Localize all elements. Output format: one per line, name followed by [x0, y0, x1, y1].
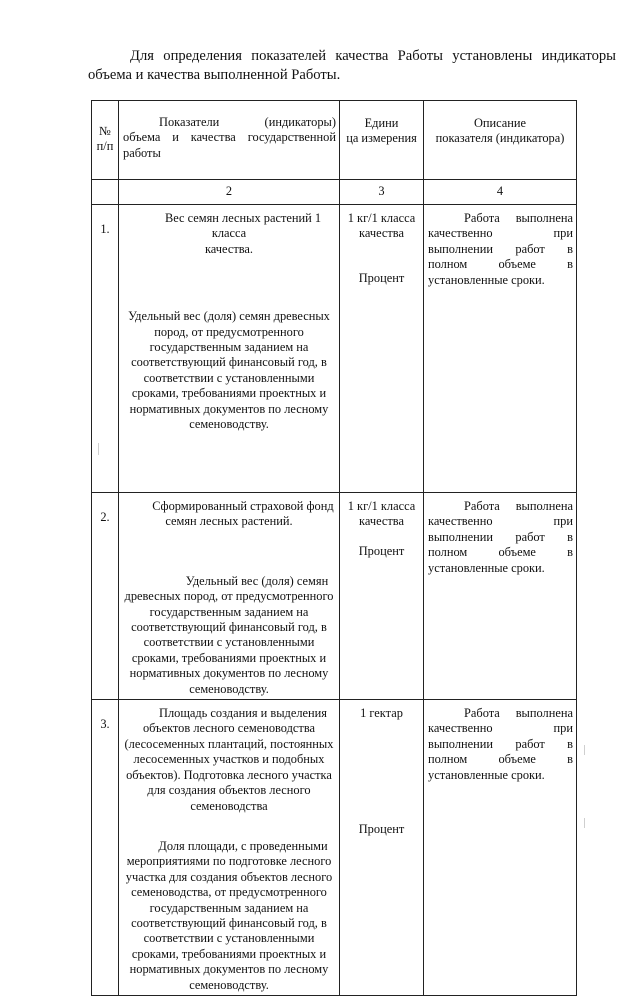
indicator-cell: [119, 493, 340, 700]
description-line: установленные сроки.: [428, 767, 545, 782]
scan-edge-mark: [584, 818, 585, 828]
indicator-line: семеноводству.: [189, 417, 269, 432]
indicator-cell: [119, 700, 340, 996]
description-cell: [424, 493, 577, 700]
indicator-line: объектов). Подготовка лесного участка: [126, 767, 332, 782]
column-numbering-row: [92, 180, 577, 205]
indicator-line: качества.: [204, 241, 254, 256]
indicator-line: мероприятиями по подготовке лесного: [126, 854, 332, 869]
indicator-line: семян лесных растений.: [165, 514, 293, 529]
header-indicator-line: Показатели (индикаторы): [159, 115, 336, 129]
scan-edge-mark: [98, 443, 99, 455]
indicator-line: соответствии с установленными: [143, 635, 315, 650]
description-line: качественно при: [428, 514, 573, 529]
unit-line: 1 кг/1 класса: [347, 499, 416, 513]
indicator-line: лесосеменных участков и подобных: [133, 752, 325, 767]
indicator-line: сроками, требованиями проектных и: [131, 386, 327, 401]
numbering-cell: 2: [119, 180, 340, 205]
description-line: выполнении работ в: [428, 529, 573, 544]
indicator-line: Удельный вес (доля) семян древесных: [128, 309, 330, 324]
numbering-cell: 4: [424, 180, 577, 205]
indicator-line: соответствующий финансовый год, в: [131, 915, 327, 930]
row-number: 1.: [92, 205, 119, 493]
description-line: полном объеме в: [428, 545, 573, 560]
unit-line: Процент: [358, 822, 405, 837]
header-description-cell: [424, 101, 577, 180]
indicator-line: нормативных документов по лесному: [129, 666, 329, 681]
description-line: выполнении работ в: [428, 736, 573, 751]
indicator-line: семеноводства: [190, 798, 268, 813]
indicator-line: семеноводства, от предусмотренного: [131, 885, 327, 900]
description-line: установленные сроки.: [428, 560, 545, 575]
header-indicator-line: объема и качества государственной: [123, 130, 336, 145]
indicator-line: участка для создания объектов лесного: [125, 869, 333, 884]
indicator-line: сроками, требованиями проектных и: [131, 650, 327, 665]
description-line: Работа выполнена: [464, 706, 573, 721]
unit-cell: [340, 700, 424, 996]
header-indicator-line: работы: [123, 145, 161, 160]
header-unit-line: Едини: [364, 116, 399, 130]
row-number: 2.: [92, 493, 119, 700]
indicator-line: соответствующий финансовый год, в: [131, 355, 327, 370]
header-unit-cell: [340, 101, 424, 180]
indicator-line: пород, от предусмотренного: [154, 324, 304, 339]
unit-line: 1 гектар: [360, 706, 403, 721]
indicator-line: (лесосеменных плантаций, постоянных: [124, 736, 334, 751]
indicator-cell: [119, 205, 340, 493]
indicator-line: государственным заданием на: [149, 604, 309, 619]
description-line: выполнении работ в: [428, 241, 573, 256]
header-unit-line: ца измерения: [346, 131, 417, 146]
scan-edge-mark: [584, 745, 585, 755]
indicator-line: Вес семян лесных растений 1 класса: [164, 211, 322, 241]
table-row: [92, 700, 577, 996]
header-num-line: №: [99, 124, 111, 138]
description-line: Работа выполнена: [464, 499, 573, 513]
indicator-line: государственным заданием на: [149, 900, 309, 915]
header-indicator-cell: [119, 101, 340, 180]
table-row: [92, 493, 577, 700]
header-num-cell: [92, 101, 119, 180]
indicator-line: семеноводству.: [189, 977, 269, 992]
indicator-line: нормативных документов по лесному: [129, 401, 329, 416]
indicator-line: соответствии с установленными: [143, 370, 315, 385]
unit-line: Процент: [358, 543, 405, 558]
row-number: 3.: [92, 700, 119, 996]
indicator-line: для создания объектов лесного: [147, 783, 311, 798]
indicator-line: Удельный вес (доля) семян: [185, 573, 329, 588]
indicator-line: соответствии с установленными: [143, 931, 315, 946]
description-line: Работа выполнена: [464, 211, 573, 225]
indicator-line: Доля площади, с проведенными: [158, 838, 328, 853]
intro-paragraph: Для определения показателей качества Работы установлены индикаторы объема и качества выполненной Работы.: [88, 48, 616, 83]
indicator-line: соответствующий финансовый год, в: [131, 620, 327, 635]
description-line: установленные сроки.: [428, 272, 545, 287]
unit-cell: [340, 493, 424, 700]
unit-line: Процент: [358, 270, 405, 285]
numbering-cell: [92, 180, 119, 205]
indicators-table: [91, 100, 577, 996]
description-line: качественно при: [428, 226, 573, 241]
table-row: [92, 205, 577, 493]
indicator-line: Площадь создания и выделения: [159, 706, 327, 721]
indicator-line: нормативных документов по лесному: [129, 962, 329, 977]
indicator-line: Сформированный страховой фонд: [152, 499, 334, 513]
header-description-line: показателя (индикатора): [435, 131, 565, 146]
description-cell: [424, 700, 577, 996]
unit-line: 1 кг/1 класса: [347, 211, 416, 225]
numbering-cell: 3: [340, 180, 424, 205]
description-line: полном объеме в: [428, 257, 573, 272]
header-description-line: Описание: [473, 116, 527, 130]
description-line: полном объеме в: [428, 752, 573, 767]
indicator-line: семеноводству.: [189, 681, 269, 696]
unit-line: качества: [359, 514, 404, 529]
unit-line: качества: [359, 226, 404, 241]
description-line: качественно при: [428, 721, 573, 736]
indicator-line: объектов лесного семеноводства: [142, 721, 316, 736]
indicator-line: государственным заданием на: [149, 340, 309, 355]
unit-cell: [340, 205, 424, 493]
header-num-line: п/п: [96, 139, 114, 153]
description-cell: [424, 205, 577, 493]
indicator-line: сроками, требованиями проектных и: [131, 946, 327, 961]
table-header-row: [92, 101, 577, 180]
indicator-line: древесных пород, от предусмотренного: [124, 589, 334, 604]
